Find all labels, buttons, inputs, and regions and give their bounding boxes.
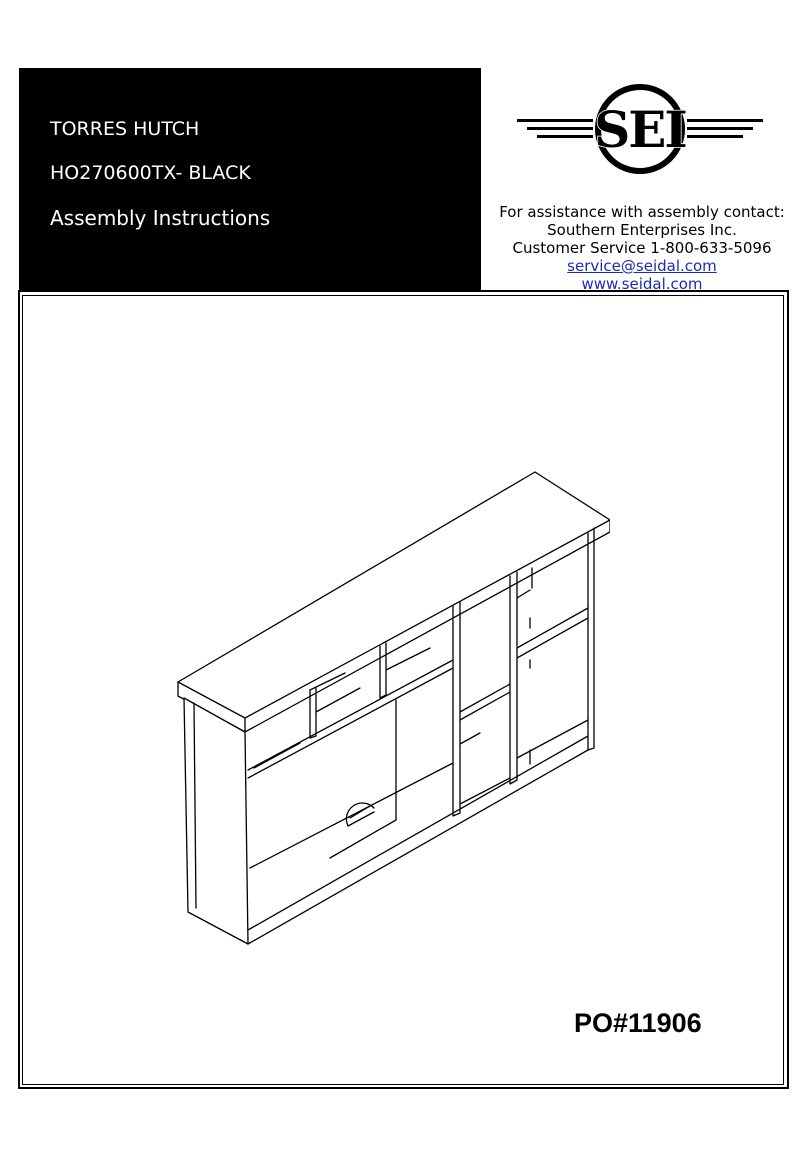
document-type: Assembly Instructions <box>50 206 271 230</box>
hutch-illustration-icon <box>170 468 610 946</box>
contact-website-link[interactable]: www.seidal.com <box>581 275 703 293</box>
product-name: TORRES HUTCH <box>50 118 200 140</box>
model-number: HO270600TX- BLACK <box>50 162 251 184</box>
contact-info <box>484 203 800 293</box>
contact-phone: Customer Service 1-800-633-5096 <box>512 239 772 257</box>
contact-email-link[interactable]: service@seidal.com <box>567 257 717 275</box>
po-number: PO#11906 <box>574 1008 702 1038</box>
sei-logo <box>517 83 763 181</box>
logo-text: SEI <box>594 100 686 159</box>
contact-intro: For assistance with assembly contact: <box>499 203 785 221</box>
title-block <box>19 68 481 292</box>
contact-company: Southern Enterprises Inc. <box>547 221 737 239</box>
